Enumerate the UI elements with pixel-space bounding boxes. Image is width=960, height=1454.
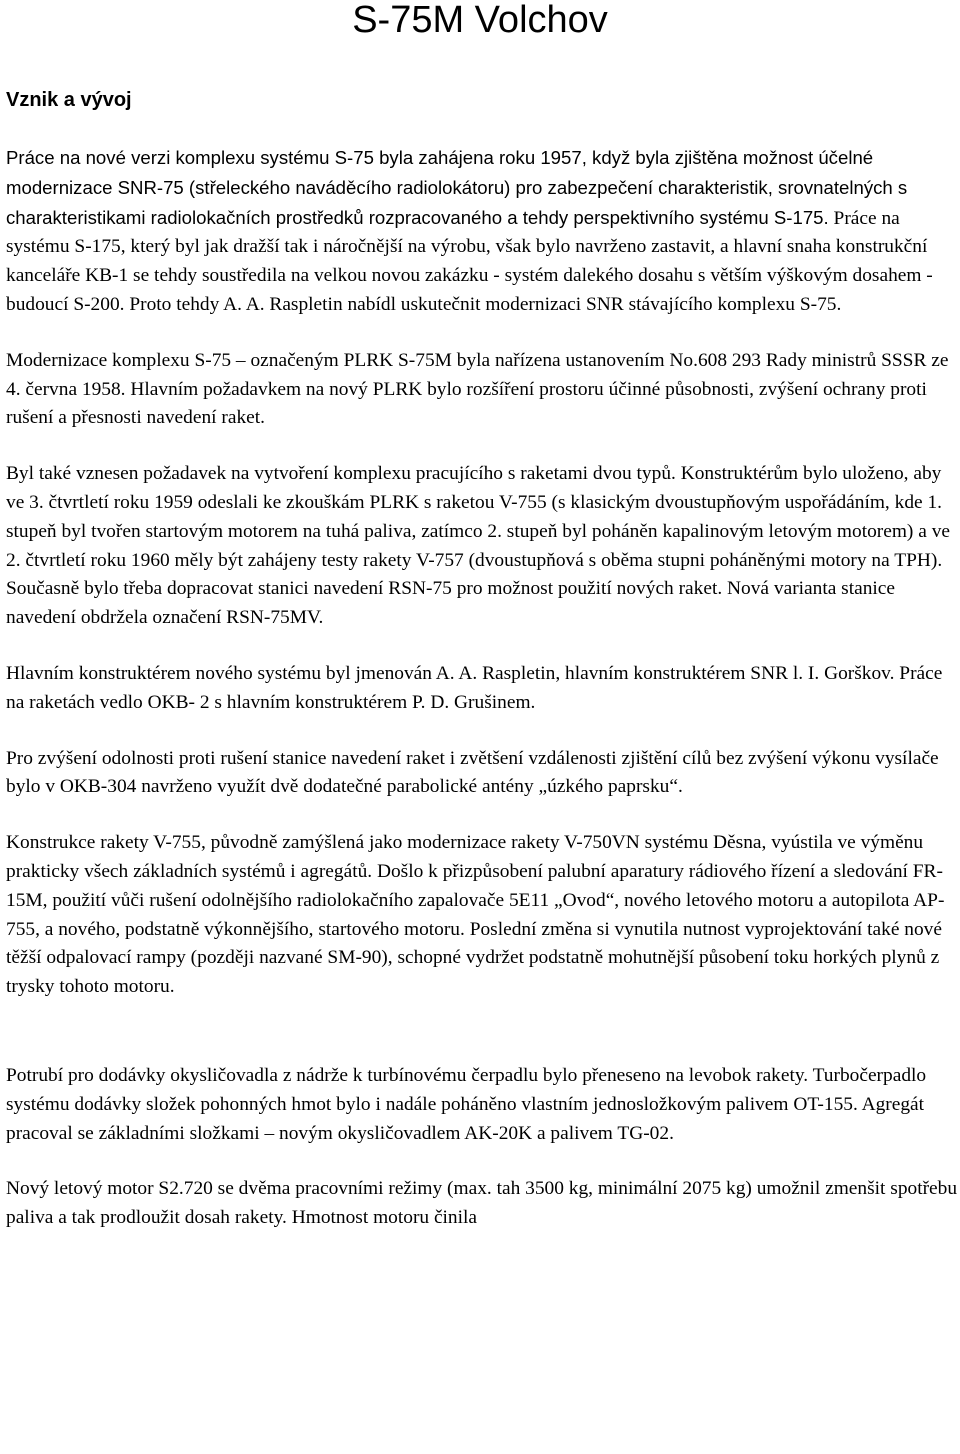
section-heading: Vznik a vývoj <box>6 89 132 111</box>
paragraph-6: Konstrukce rakety V-755, původně zamýšlená jako modernizace rakety V-750VN systému Děsna, vyústila ve výměnu prakticky všech základních systémů i agregátů. Došlo k přizpůsobení palubní aparatury rádiového řízení a sledování FR- 15M, použití vůči rušení odolnějšího radiolokačního zapalovače 5E11 „Ovod“, nového letového motoru a autopilota AP-755, a nového, podstatně výkonnějšího, startového motoru. Poslední změna si vynutila nutnost vyprojektování také nové těžší odpalovací rampy (později nazvané SM-90), schopné vydržet podstatně mohutnější působení toku horkých plynů z trysky tohoto motoru. <box>6 832 945 998</box>
paragraph-7: Potrubí pro dodávky okysličovadla z nádrže k turbínovému čerpadlu bylo přeneseno na levobok rakety. Turbočerpadlo systému dodávky složek pohonných hmot bylo i nadále poháněno vlastním jednosložkovým palivem OT-155. Agregát pracoval se základními složkami – novým okysličovadlem AK-20K a palivem TG-02. <box>6 1064 927 1144</box>
paragraph-1-lead: Práce na nové verzi komplexu systému S-75 byla zahájena roku 1957, když byla zjištěna možnost účelné modernizace SNR-75 (střeleckého naváděcího radiolokátoru) pro zabezpečení charakteristik, srovnatelných s charakteristikami radiolokačních prostředků rozpracovaného a tehdy perspektivního systému S-175. <box>6 147 908 228</box>
document-title: S-75M Volchov <box>352 0 608 41</box>
paragraph-3: Byl také vznesen požadavek na vytvoření komplexu pracujícího s raketami dvou typů. Konstruktérům bylo uloženo, aby ve 3. čtvrtletí roku 1959 odeslali ke zkouškám PLRK s raketou V-755 (s klasickým dvoustupňovým uspořádáním, kde 1. stupeň byl tvořen startovým motorem na tuhá paliva, zatímco 2. stupeň byl poháněn kapalinovým letovým motorem) a ve 2. čtvrtletí roku 1960 měly být zahájeny testy rakety V-757 (dvoustupňová s oběma stupni poháněnými motory na TPH). Současně bylo třeba dopracovat stanici navedení RSN-75 pro možnost použití nových raket. Nová varianta stanice navedení obdržela označení RSN-75MV. <box>6 463 950 629</box>
paragraph-2: Modernizace komplexu S-75 – označeným PLRK S-75M byla nařízena ustanovením No.608 293 Rady ministrů SSSR ze 4. června 1958. Hlavním požadavkem na nový PLRK bylo rozšíření prostoru účinné působnosti, zvýšení ochrany proti rušení a přesnosti navedení raket. <box>6 349 949 429</box>
paragraph-1-rest: Práce na systému S-175, který byl jak dražší tak i náročnější na výrobu, však bylo navrženo zastavit, a hlavní snaha konstrukční kanceláře KB-1 se tehdy soustředila na velkou novou zakázku - systém dalekého dosahu s větším výškovým dosahem - budoucí S-200. Proto tehdy A. A. Raspletin nabídl uskutečnit modernizaci SNR stávajícího komplexu S-75. <box>6 207 933 315</box>
paragraph-8: Nový letový motor S2.720 se dvěma pracovními režimy (max. tah 3500 kg, minimální 2075 kg) umožnil zmenšit spotřebu paliva a tak prodloužit dosah rakety. Hmotnost motoru činila <box>6 1178 958 1229</box>
document-body <box>6 144 960 1260</box>
paragraph-4: Hlavním konstruktérem nového systému byl jmenován A. A. Raspletin, hlavním konstruktérem SNR l. I. Gorškov. Práce na raketách vedlo OKB- 2 s hlavním konstruktérem P. D. Grušinem. <box>6 662 943 713</box>
paragraph-5: Pro zvýšení odolnosti proti rušení stanice navedení raket i zvětšení vzdálenosti zjištění cílů bez zvýšení výkonu vysílače bylo v OKB-304 navrženo využít dvě dodatečné parabolické antény „úzkého paprsku“. <box>6 747 939 798</box>
paragraph-1 <box>6 144 960 320</box>
